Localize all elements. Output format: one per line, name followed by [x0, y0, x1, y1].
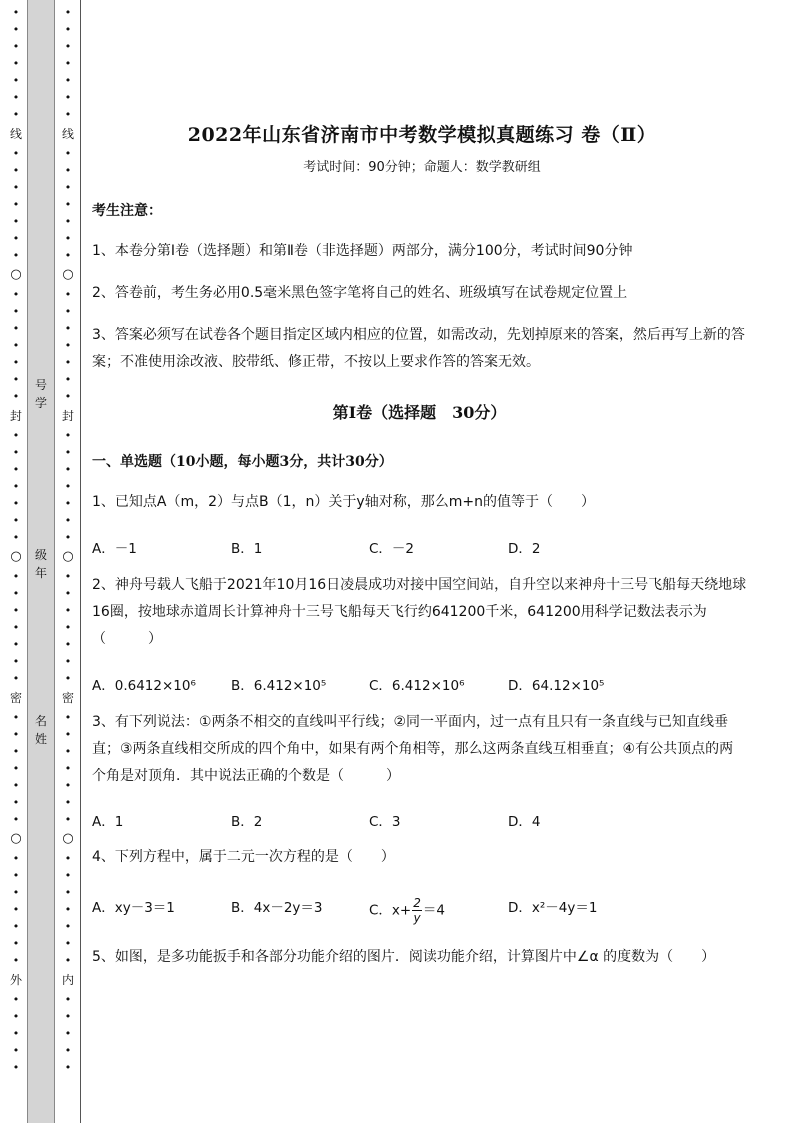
dot: •: [64, 762, 72, 775]
dot: •: [64, 322, 72, 335]
right-cut-line: [62, 4, 74, 1076]
option-c-lead: C．x+: [369, 902, 412, 919]
option-a: A．xy－3＝1: [92, 900, 175, 916]
dot: •: [12, 903, 20, 916]
dot: •: [12, 147, 20, 160]
dot: •: [64, 446, 72, 459]
dot: •: [12, 779, 20, 792]
question-5-stem: 5、如图，是多功能扳手和各部分功能介绍的图片．阅读功能介绍，计算图片中∠α 的度数为（ ）: [92, 949, 716, 965]
cut-line-mark: 封: [10, 409, 23, 423]
binding-margin: [0, 0, 84, 1123]
dot: •: [64, 1044, 72, 1057]
dot: •: [12, 463, 20, 476]
cut-line-mark: 密: [10, 691, 23, 705]
dot: •: [64, 91, 72, 104]
dot: •: [12, 390, 20, 403]
dot: •: [12, 249, 20, 262]
option-b: B．1: [231, 541, 263, 557]
dot: •: [12, 728, 20, 741]
dot: •: [12, 91, 20, 104]
dot: •: [64, 570, 72, 583]
student-id-label: 号 学: [34, 378, 47, 410]
dot: •: [64, 232, 72, 245]
dot: •: [64, 869, 72, 882]
dot: •: [64, 711, 72, 724]
dot: •: [64, 147, 72, 160]
dot: •: [64, 429, 72, 442]
cut-line-mark: 内: [62, 973, 75, 987]
page-title: 2022年山东省济南市中考数学模拟真题练习 卷（Ⅱ）: [187, 124, 657, 146]
dot: •: [12, 762, 20, 775]
option-b: B．6.412×10⁵: [231, 678, 327, 694]
dot: •: [64, 728, 72, 741]
dot: •: [12, 198, 20, 211]
circle-mark: ○: [10, 549, 22, 564]
dot: •: [64, 215, 72, 228]
dot: •: [64, 23, 72, 36]
option-c-tail: ＝4: [422, 902, 445, 919]
question-4-stem: 4、下列方程中，属于二元一次方程的是（ ）: [92, 849, 395, 865]
dot: •: [12, 886, 20, 899]
dot: •: [12, 322, 20, 335]
margin-rule: [80, 0, 81, 1123]
dot: •: [12, 672, 20, 685]
dot: •: [64, 796, 72, 809]
dot: •: [64, 852, 72, 865]
dot: •: [12, 621, 20, 634]
option-a: A．－1: [92, 541, 137, 557]
dot: •: [64, 339, 72, 352]
dot: •: [12, 796, 20, 809]
dot: •: [64, 181, 72, 194]
dot: •: [12, 1027, 20, 1040]
name-label: 名 姓: [34, 714, 47, 746]
dot: •: [12, 215, 20, 228]
dot: •: [64, 779, 72, 792]
dot: •: [12, 497, 20, 510]
dot: •: [64, 356, 72, 369]
section-title: 第Ⅰ卷（选择题 30分）: [332, 403, 507, 422]
fraction: [412, 896, 422, 925]
question-3-stem: 3、有下列说法：①两条不相交的直线叫平行线；②同一平面内，过一点有且只有一条直线与已知直线垂直；③两条直线相交所成的四个角中，如果有两个角相等，那么这两条直线互相垂直；④有公共顶点的两个角是对顶角．其中说法正确的个数是（ ）: [92, 714, 734, 784]
dot: •: [12, 339, 20, 352]
option-a: A．0.6412×10⁶: [92, 678, 196, 694]
fraction-numerator: 2: [413, 896, 421, 910]
dot: •: [12, 1044, 20, 1057]
question-2-stem: 2、神舟号载人飞船于2021年10月16日凌晨成功对接中国空间站，自升空以来神舟十三号飞船每天绕地球16圈，按地球赤道周长计算神舟十三号飞船每天飞行约641200千米，641200用科学记数法表示为（ ）: [92, 577, 747, 647]
option-c: [369, 896, 445, 925]
dot: •: [12, 356, 20, 369]
option-b: B．2: [231, 814, 263, 830]
dot: •: [64, 463, 72, 476]
dot: •: [64, 6, 72, 19]
cut-line-mark: 线: [62, 127, 75, 141]
option-d: D．4: [508, 814, 541, 830]
dot: •: [12, 288, 20, 301]
dot: •: [12, 40, 20, 53]
dot: •: [64, 531, 72, 544]
circle-mark: ○: [62, 267, 74, 282]
dot: •: [12, 745, 20, 758]
cut-line-mark: 外: [10, 973, 23, 987]
dot: •: [12, 23, 20, 36]
cut-line-mark: 密: [62, 691, 75, 705]
option-d: D．2: [508, 541, 541, 557]
dot: •: [64, 497, 72, 510]
student-info-strip: [27, 0, 55, 1123]
question-1-stem: 1、已知点A（m，2）与点B（1，n）关于y轴对称，那么m+n的值等于（ ）: [92, 494, 595, 510]
dot: •: [12, 232, 20, 245]
dot: •: [64, 886, 72, 899]
option-b: B．4x－2y＝3: [231, 900, 323, 916]
dot: •: [12, 570, 20, 583]
circle-mark: ○: [10, 831, 22, 846]
exam-info: 考试时间：90分钟；命题人：数学教研组: [303, 160, 541, 175]
dot: •: [64, 937, 72, 950]
dot: •: [12, 1061, 20, 1074]
dot: •: [12, 531, 20, 544]
notice-item: 3、答案必须写在试卷各个题目指定区域内相应的位置，如需改动，先划掉原来的答案，然后再写上新的答案；不准使用涂改液、胶带纸、修正带，不按以上要求作答的答案无效。: [92, 327, 745, 370]
dot: •: [64, 373, 72, 386]
dot: •: [64, 587, 72, 600]
dot: •: [64, 305, 72, 318]
dot: •: [12, 869, 20, 882]
dot: •: [12, 711, 20, 724]
notice-heading: 考生注意：: [92, 203, 162, 219]
dot: •: [64, 903, 72, 916]
option-d: D．64.12×10⁵: [508, 678, 605, 694]
dot: •: [12, 813, 20, 826]
left-cut-line: [10, 4, 22, 1076]
notice-item: 2、答卷前，考生务必用0.5毫米黑色签字笔将自己的姓名、班级填写在试卷规定位置上: [92, 285, 628, 301]
fraction-denominator: y: [413, 911, 421, 925]
dot: •: [64, 288, 72, 301]
dot: •: [12, 514, 20, 527]
option-d: D．x²－4y＝1: [508, 900, 598, 916]
dot: •: [64, 993, 72, 1006]
dot: •: [12, 993, 20, 1006]
dot: •: [12, 373, 20, 386]
dot: •: [12, 587, 20, 600]
dot: •: [64, 1027, 72, 1040]
dot: •: [12, 57, 20, 70]
dot: •: [64, 672, 72, 685]
dot: •: [64, 40, 72, 53]
dot: •: [12, 108, 20, 121]
part-title: 一、单选题（10小题，每小题3分，共计30分）: [92, 454, 393, 470]
option-c: C．6.412×10⁶: [369, 678, 465, 694]
dot: •: [12, 446, 20, 459]
grade-label: 级 年: [34, 548, 47, 580]
dot: •: [12, 164, 20, 177]
dot: •: [64, 621, 72, 634]
dot: •: [12, 181, 20, 194]
dot: •: [64, 390, 72, 403]
dot: •: [12, 74, 20, 87]
dot: •: [64, 813, 72, 826]
dot: •: [64, 514, 72, 527]
dot: •: [64, 655, 72, 668]
circle-mark: ○: [62, 549, 74, 564]
option-a: A．1: [92, 814, 124, 830]
dot: •: [12, 429, 20, 442]
dot: •: [12, 1010, 20, 1023]
dot: •: [64, 1010, 72, 1023]
dot: •: [12, 920, 20, 933]
dot: •: [12, 604, 20, 617]
dot: •: [64, 164, 72, 177]
dot: •: [64, 249, 72, 262]
dot: •: [64, 954, 72, 967]
dot: •: [64, 604, 72, 617]
cut-line-mark: 封: [62, 409, 75, 423]
dot: •: [64, 480, 72, 493]
option-c: C．3: [369, 814, 401, 830]
dot: •: [64, 638, 72, 651]
dot: •: [12, 954, 20, 967]
dot: •: [64, 57, 72, 70]
option-c: C．－2: [369, 541, 415, 557]
dot: •: [12, 6, 20, 19]
dot: •: [12, 638, 20, 651]
dot: •: [12, 305, 20, 318]
cut-line-mark: 线: [10, 127, 23, 141]
dot: •: [12, 655, 20, 668]
dot: •: [64, 74, 72, 87]
dot: •: [12, 937, 20, 950]
dot: •: [64, 108, 72, 121]
dot: •: [64, 198, 72, 211]
dot: •: [64, 745, 72, 758]
circle-mark: ○: [10, 267, 22, 282]
dot: •: [64, 1061, 72, 1074]
dot: •: [64, 920, 72, 933]
notice-item: 1、本卷分第Ⅰ卷（选择题）和第Ⅱ卷（非选择题）两部分，满分100分，考试时间90分钟: [92, 243, 633, 259]
dot: •: [12, 480, 20, 493]
circle-mark: ○: [62, 831, 74, 846]
dot: •: [12, 852, 20, 865]
